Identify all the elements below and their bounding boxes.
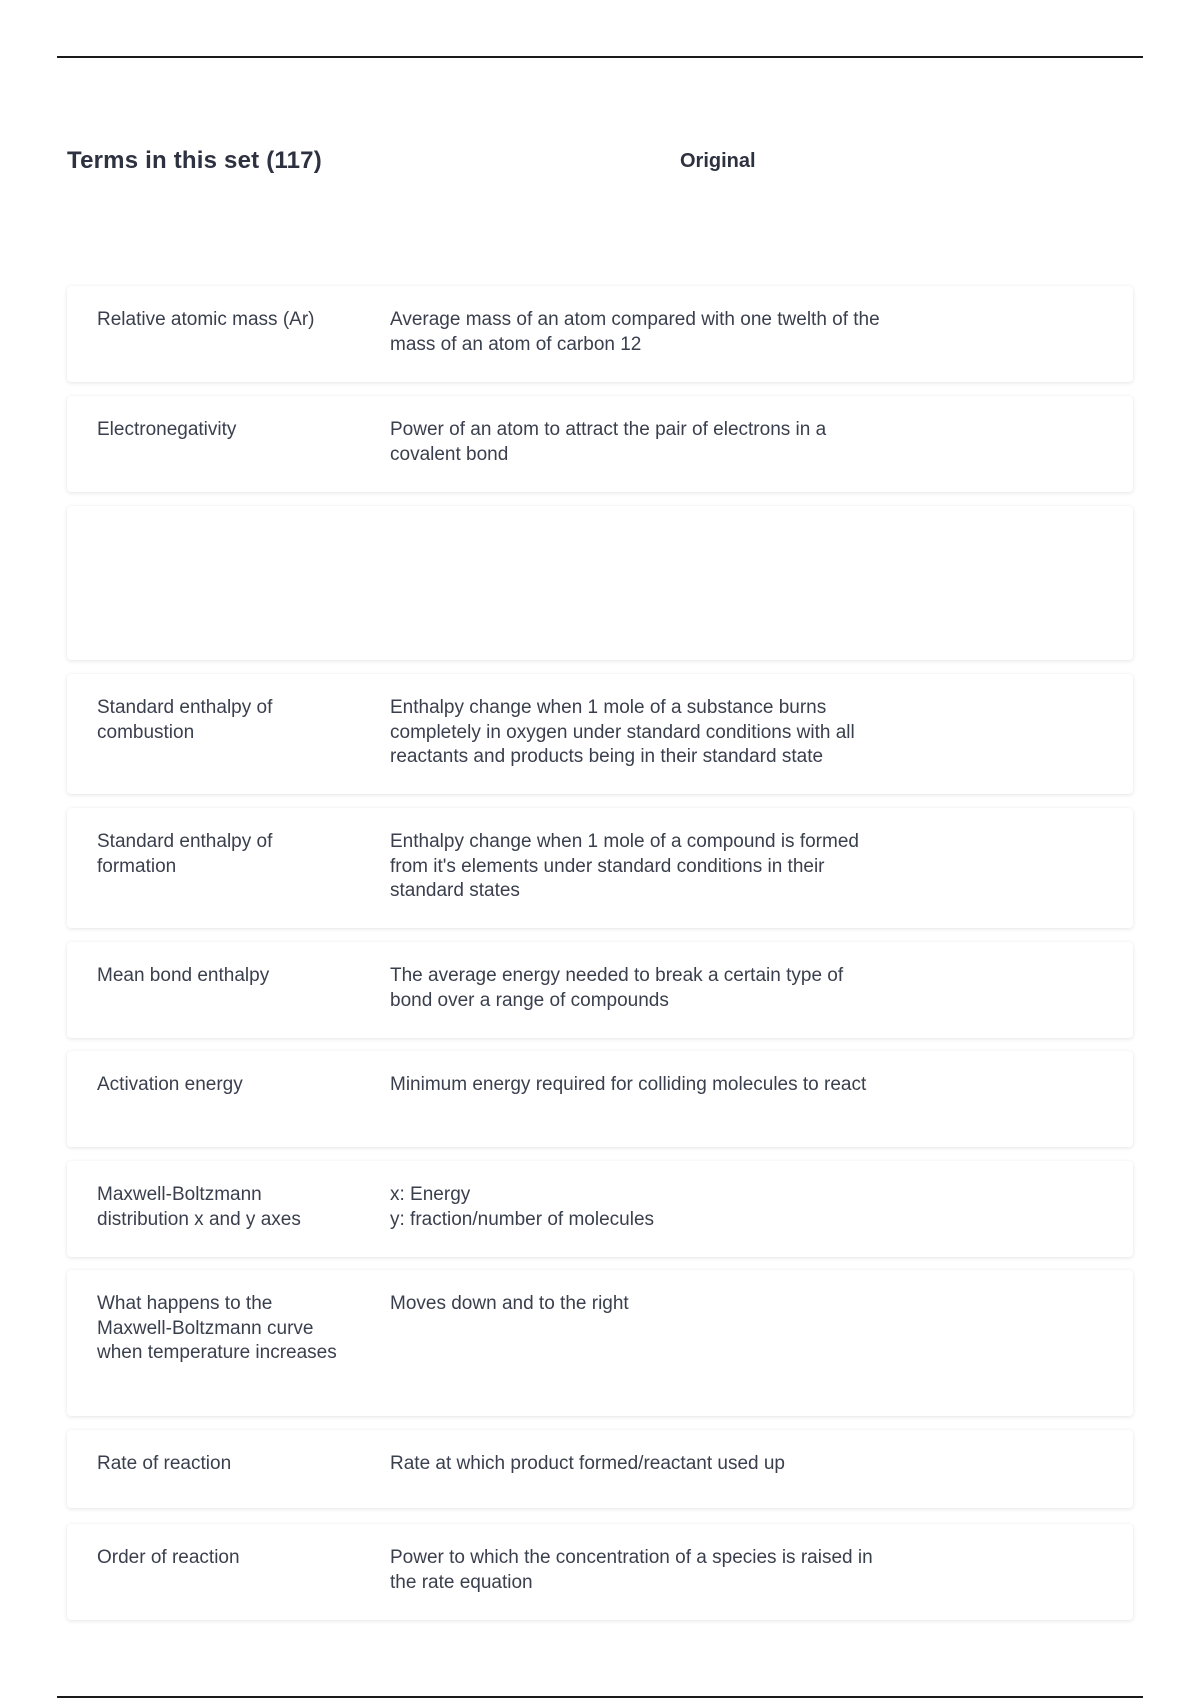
top-divider (57, 56, 1143, 58)
term-card (67, 674, 1133, 794)
card-definition: Minimum energy required for colliding molecules to react (390, 1074, 867, 1095)
card-definition: Average mass of an atom compared with one twelth of the mass of an atom of carbon 12 (390, 309, 880, 355)
term-card (67, 286, 1133, 382)
card-term: Mean bond enthalpy (97, 965, 270, 986)
card-term: Activation energy (97, 1074, 243, 1095)
card-definition: Power of an atom to attract the pair of electrons in a covalent bond (390, 419, 827, 465)
set-title: Terms in this set (117) (67, 147, 322, 174)
term-card (67, 1270, 1133, 1416)
card-definition: Enthalpy change when 1 mole of a substance burns completely in oxygen under standard conditions with all reactants and products being in their standard state (390, 697, 855, 767)
card-term: What happens to the Maxwell-Boltzmann curve when temperature increases (97, 1293, 337, 1363)
term-card-empty (67, 506, 1133, 660)
card-term: Rate of reaction (97, 1453, 232, 1474)
term-card (67, 1161, 1133, 1257)
bottom-divider (57, 1696, 1143, 1698)
card-definition: Power to which the concentration of a species is raised in the rate equation (390, 1547, 873, 1593)
card-term: Electronegativity (97, 419, 237, 440)
card-definition: Enthalpy change when 1 mole of a compound is formed from it's elements under standard conditions in their standard states (390, 831, 859, 901)
card-definition: Rate at which product formed/reactant used up (390, 1453, 786, 1474)
term-card (67, 808, 1133, 928)
term-card (67, 1524, 1133, 1620)
card-term: Maxwell-Boltzmann distribution x and y axes (97, 1184, 301, 1230)
card-term: Relative atomic mass (Ar) (97, 309, 315, 330)
card-definition: x: Energy y: fraction/number of molecules (390, 1184, 655, 1230)
term-card (67, 396, 1133, 492)
card-term: Order of reaction (97, 1547, 240, 1568)
term-card (67, 942, 1133, 1038)
card-term: Standard enthalpy of formation (97, 831, 273, 877)
term-card (67, 1430, 1133, 1508)
card-definition: Moves down and to the right (390, 1293, 629, 1314)
term-card (67, 1051, 1133, 1147)
card-term: Standard enthalpy of combustion (97, 697, 273, 743)
set-label: Original (680, 150, 756, 172)
card-definition: The average energy needed to break a certain type of bond over a range of compounds (390, 965, 844, 1011)
